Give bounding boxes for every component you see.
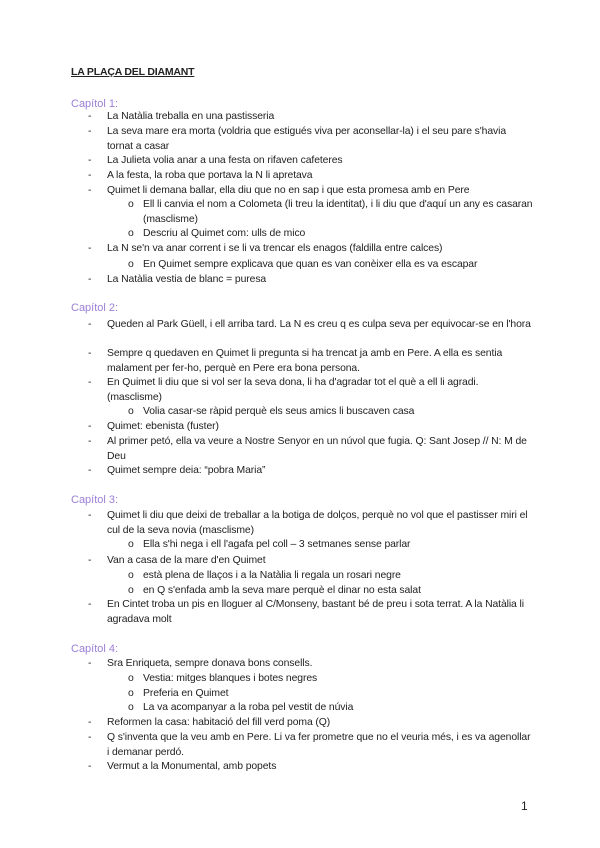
list-item: Queden al Park Güell, i ell arriba tard. La N es creu q es culpa seva per equivocar-se en l'hora (107, 319, 531, 330)
list-subitem: Ell li canvia el nom a Colometa (li treu la identitat), i li diu que d'aquí un any es casaran (masclisme) (143, 199, 533, 225)
dash-bullet: - (88, 377, 92, 388)
dash-bullet: - (88, 717, 92, 728)
list-item: Vermut a la Monumental, amb popets (107, 761, 277, 772)
circle-bullet: o (128, 570, 134, 581)
dash-bullet: - (88, 421, 92, 432)
list-subitem: En Quimet sempre explicava que quan es van conèixer ella es va escapar (143, 259, 478, 270)
dash-bullet: - (88, 155, 92, 166)
list-subitem: Volia casar-se ràpid perquè els seus amics li buscaven casa (143, 406, 415, 417)
list-subitem: La va acompanyar a la roba pel vestit de núvia (143, 702, 354, 713)
dash-bullet: - (88, 274, 92, 285)
circle-bullet: o (128, 199, 134, 210)
dash-bullet: - (88, 732, 92, 743)
list-item: Quimet sempre deia: “pobra Maria” (107, 465, 266, 476)
document-title: LA PLAÇA DEL DIAMANT (71, 66, 195, 78)
list-item: La N se'n va anar corrent i se li va trencar els enagos (faldilla entre calces) (107, 243, 443, 254)
list-item: Sra Enriqueta, sempre donava bons consells. (107, 658, 313, 669)
list-subitem: Preferia en Quimet (143, 688, 229, 699)
circle-bullet: o (128, 688, 134, 699)
list-subitem: està plena de llaços i a la Natàlia li regala un rosari negre (143, 570, 401, 581)
list-item: La Julieta volia anar a una festa on rifaven cafeteres (107, 155, 343, 166)
dash-bullet: - (88, 599, 92, 610)
dash-bullet: - (88, 465, 92, 476)
list-item: Sempre q quedaven en Quimet li pregunta si ha trencat ja amb en Pere. A ella es sentia malament per fer-ho, perquè en Pere era bona persona. (107, 348, 503, 374)
dash-bullet: - (88, 243, 92, 254)
list-subitem: en Q s'enfada amb la seva mare perquè el dinar no esta salat (143, 585, 421, 596)
list-item: En Quimet li diu que si vol ser la seva dona, li ha d'agradar tot el què a ell li agradi. (masclisme) (107, 377, 479, 403)
list-item: Reformen la casa: habitació del fill verd poma (Q) (107, 717, 331, 728)
dash-bullet: - (88, 126, 92, 137)
chapter-heading-4: Capítol 4: (71, 643, 119, 655)
dash-bullet: - (88, 555, 92, 566)
dash-bullet: - (88, 510, 92, 521)
list-item: La Natàlia vestia de blanc = puresa (107, 274, 267, 285)
circle-bullet: o (128, 702, 134, 713)
list-subitem: Descriu al Quimet com: ulls de mico (143, 228, 306, 239)
chapter-heading-1: Capítol 1: (71, 98, 119, 110)
dash-bullet: - (88, 436, 92, 447)
dash-bullet: - (88, 111, 92, 122)
chapter-heading-3: Capítol 3: (71, 494, 119, 506)
list-item: Quimet li diu que deixi de treballar a la botiga de dolços, perquè no vol que el pastisser miri el cul de la seva novia (masclisme) (107, 510, 528, 536)
list-item: Quimet li demana ballar, ella diu que no en sap i que esta promesa amb en Pere (107, 185, 470, 196)
dash-bullet: - (88, 658, 92, 669)
list-item: La seva mare era morta (voldria que estigués viva per aconsellar-la) i el seu pare s'havia tornat a casar (107, 126, 506, 152)
dash-bullet: - (88, 185, 92, 196)
circle-bullet: o (128, 228, 134, 239)
list-item: Al primer petó, ella va veure a Nostre Senyor en un núvol que fugia. Q: Sant Josep // N: M de Deu (107, 436, 527, 462)
dash-bullet: - (88, 319, 92, 330)
dash-bullet: - (88, 761, 92, 772)
list-item: Van a casa de la mare d'en Quimet (107, 555, 266, 566)
list-subitem: Vestia: mitges blanques i botes negres (143, 673, 318, 684)
page-number: 1 (521, 799, 528, 813)
chapter-heading-2: Capítol 2: (71, 302, 119, 314)
circle-bullet: o (128, 673, 134, 684)
dash-bullet: - (88, 170, 92, 181)
list-item: Quimet: ebenista (fuster) (107, 421, 219, 432)
circle-bullet: o (128, 539, 134, 550)
circle-bullet: o (128, 259, 134, 270)
list-subitem: Ella s'hi nega i ell l'agafa pel coll – 3 setmanes sense parlar (143, 539, 411, 550)
dash-bullet: - (88, 348, 92, 359)
circle-bullet: o (128, 406, 134, 417)
list-item: En Cintet troba un pis en lloguer al C/Monseny, bastant bé de preu i sota terrat. A la Natàlia li agradava molt (107, 599, 524, 625)
list-item: La Natàlia treballa en una pastisseria (107, 111, 275, 122)
list-item: A la festa, la roba que portava la N li apretava (107, 170, 313, 181)
list-item: Q s'inventa que la veu amb en Pere. Li va fer prometre que no el veuria més, i es va agenollar i demanar perdó. (107, 732, 531, 758)
circle-bullet: o (128, 585, 134, 596)
